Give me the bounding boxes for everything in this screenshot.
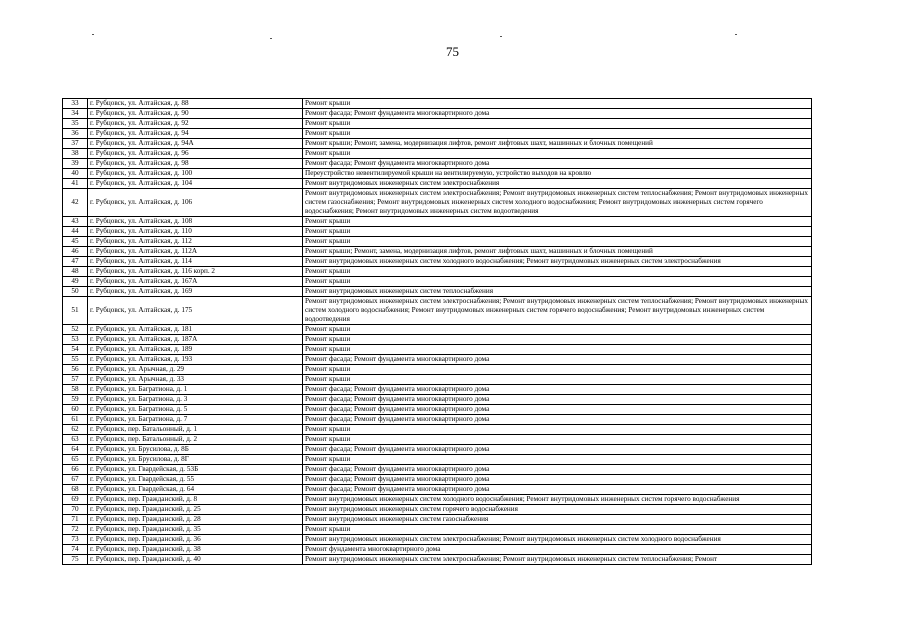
row-number: 45 — [63, 237, 88, 247]
row-number: 69 — [63, 495, 88, 505]
row-number: 35 — [63, 119, 88, 129]
row-works: Ремонт фасада; Ремонт фундамента многоквартирного дома — [303, 415, 812, 425]
table-row — [63, 345, 812, 355]
table-row — [63, 159, 812, 169]
row-address: г. Рубцовск, ул. Алтайская, д. 110 — [88, 227, 303, 237]
table-row — [63, 385, 812, 395]
row-number: 57 — [63, 375, 88, 385]
table-row — [63, 515, 812, 525]
row-number: 59 — [63, 395, 88, 405]
row-works: Ремонт крыши — [303, 267, 812, 277]
row-number: 75 — [63, 555, 88, 565]
row-number: 60 — [63, 405, 88, 415]
row-works: Ремонт внутридомовых инженерных систем горячего водоснабжения — [303, 505, 812, 515]
row-works: Ремонт крыши — [303, 345, 812, 355]
row-address: г. Рубцовск, пер. Гражданский, д. 28 — [88, 515, 303, 525]
row-works: Ремонт крыши — [303, 375, 812, 385]
row-works: Ремонт внутридомовых инженерных систем холодного водоснабжения; Ремонт внутридомовых инженерных систем электроснабжения — [303, 257, 812, 267]
table-row — [63, 227, 812, 237]
row-number: 61 — [63, 415, 88, 425]
table-row — [63, 425, 812, 435]
row-works: Ремонт фасада; Ремонт фундамента многоквартирного дома — [303, 355, 812, 365]
row-works: Ремонт фасада; Ремонт фундамента многоквартирного дома — [303, 465, 812, 475]
row-works: Ремонт внутридомовых инженерных систем электроснабжения; Ремонт внутридомовых инженерных систем теплоснабжения; Ремонт внутридомовых инженерных систем газоснабжения; Ремонт внутридомовых инженерных систем холодного водоснабжения; Ремонт внутридомовых инженерных систем горячего водоснабжения; Ремонт внутридомовых инженерных систем водоотведения — [303, 189, 812, 217]
table-row — [63, 355, 812, 365]
row-address: г. Рубцовск, ул. Алтайская, д. 90 — [88, 109, 303, 119]
row-number: 74 — [63, 545, 88, 555]
row-address: г. Рубцовск, ул. Алтайская, д. 94 — [88, 129, 303, 139]
row-address: г. Рубцовск, ул. Арычная, д. 33 — [88, 375, 303, 385]
row-works: Ремонт крыши — [303, 149, 812, 159]
table-row — [63, 257, 812, 267]
works-table — [62, 98, 812, 565]
table-row — [63, 247, 812, 257]
row-address: г. Рубцовск, ул. Алтайская, д. 94А — [88, 139, 303, 149]
table-row — [63, 267, 812, 277]
table-row — [63, 535, 812, 545]
table-row — [63, 465, 812, 475]
row-number: 64 — [63, 445, 88, 455]
scan-speck — [92, 34, 94, 35]
row-address: г. Рубцовск, ул. Алтайская, д. 187А — [88, 335, 303, 345]
row-number: 39 — [63, 159, 88, 169]
row-works: Ремонт фасада; Ремонт фундамента многоквартирного дома — [303, 485, 812, 495]
row-works: Ремонт фасада; Ремонт фундамента многоквартирного дома — [303, 405, 812, 415]
row-works: Ремонт крыши — [303, 129, 812, 139]
row-works: Ремонт крыши — [303, 325, 812, 335]
row-number: 42 — [63, 189, 88, 217]
row-works: Переустройство невентилируемой крыши на вентилируемую, устройство выходов на кровлю — [303, 169, 812, 179]
table-row — [63, 109, 812, 119]
row-works: Ремонт внутридомовых инженерных систем электроснабжения; Ремонт внутридомовых инженерных систем теплоснабжения; Ремонт внутридомовых инженерных систем холодного водоснабжения; Ремонт внутридомовых инженерных систем горячего водоснабжения; Ремонт внутридомовых инженерных систем водоотведения — [303, 297, 812, 325]
row-works: Ремонт внутридомовых инженерных систем электроснабжения — [303, 179, 812, 189]
row-address: г. Рубцовск, ул. Алтайская, д. 112 — [88, 237, 303, 247]
row-address: г. Рубцовск, ул. Багратиона, д. 3 — [88, 395, 303, 405]
row-number: 67 — [63, 475, 88, 485]
table-row — [63, 169, 812, 179]
row-number: 73 — [63, 535, 88, 545]
row-address: г. Рубцовск, ул. Брусилова, д. 8Г — [88, 455, 303, 465]
row-number: 68 — [63, 485, 88, 495]
table-row — [63, 445, 812, 455]
row-address: г. Рубцовск, ул. Алтайская, д. 98 — [88, 159, 303, 169]
row-number: 52 — [63, 325, 88, 335]
row-number: 46 — [63, 247, 88, 257]
row-number: 56 — [63, 365, 88, 375]
row-number: 70 — [63, 505, 88, 515]
row-works: Ремонт крыши — [303, 119, 812, 129]
row-address: г. Рубцовск, ул. Алтайская, д. 181 — [88, 325, 303, 335]
row-address: г. Рубцовск, ул. Алтайская, д. 106 — [88, 189, 303, 217]
row-works: Ремонт крыши — [303, 227, 812, 237]
table-row — [63, 217, 812, 227]
row-works: Ремонт внутридомовых инженерных систем газоснабжения — [303, 515, 812, 525]
row-address: г. Рубцовск, ул. Багратиона, д. 7 — [88, 415, 303, 425]
row-works: Ремонт крыши; Ремонт, замена, модернизация лифтов, ремонт лифтовых шахт, машинных и блочных помещений — [303, 247, 812, 257]
row-address: г. Рубцовск, пер. Гражданский, д. 25 — [88, 505, 303, 515]
row-address: г. Рубцовск, ул. Алтайская, д. 169 — [88, 287, 303, 297]
row-address: г. Рубцовск, пер. Гражданский, д. 35 — [88, 525, 303, 535]
row-works: Ремонт крыши — [303, 525, 812, 535]
row-number: 38 — [63, 149, 88, 159]
row-number: 41 — [63, 179, 88, 189]
row-address: г. Рубцовск, пер. Батальонный, д. 2 — [88, 435, 303, 445]
row-address: г. Рубцовск, ул. Алтайская, д. 92 — [88, 119, 303, 129]
row-works: Ремонт крыши — [303, 335, 812, 345]
table-row — [63, 277, 812, 287]
row-address: г. Рубцовск, ул. Алтайская, д. 104 — [88, 179, 303, 189]
row-works: Ремонт крыши — [303, 277, 812, 287]
row-address: г. Рубцовск, ул. Арычная, д. 29 — [88, 365, 303, 375]
table-row — [63, 505, 812, 515]
row-address: г. Рубцовск, ул. Алтайская, д. 88 — [88, 99, 303, 109]
row-works: Ремонт фундамента многоквартирного дома — [303, 545, 812, 555]
row-works: Ремонт крыши — [303, 237, 812, 247]
row-number: 71 — [63, 515, 88, 525]
row-works: Ремонт крыши — [303, 99, 812, 109]
row-works: Ремонт крыши — [303, 435, 812, 445]
row-number: 34 — [63, 109, 88, 119]
row-number: 62 — [63, 425, 88, 435]
scan-speck — [270, 38, 272, 39]
row-works: Ремонт крыши — [303, 365, 812, 375]
table-row — [63, 119, 812, 129]
row-address: г. Рубцовск, пер. Батальонный, д. 1 — [88, 425, 303, 435]
row-address: г. Рубцовск, ул. Алтайская, д. 114 — [88, 257, 303, 267]
row-number: 44 — [63, 227, 88, 237]
table-row — [63, 237, 812, 247]
row-works: Ремонт внутридомовых инженерных систем теплоснабжения — [303, 287, 812, 297]
row-address: г. Рубцовск, ул. Гвардейская, д. 64 — [88, 485, 303, 495]
table-row — [63, 375, 812, 385]
table-row — [63, 149, 812, 159]
works-table-body — [63, 99, 812, 565]
table-row — [63, 415, 812, 425]
row-works: Ремонт внутридомовых инженерных систем электроснабжения; Ремонт внутридомовых инженерных систем холодного водоснабжения — [303, 535, 812, 545]
row-address: г. Рубцовск, ул. Алтайская, д. 112А — [88, 247, 303, 257]
row-address: г. Рубцовск, ул. Гвардейская, д. 53Б — [88, 465, 303, 475]
row-number: 58 — [63, 385, 88, 395]
row-works: Ремонт фасада; Ремонт фундамента многоквартирного дома — [303, 475, 812, 485]
row-address: г. Рубцовск, ул. Брусилова, д. 8Б — [88, 445, 303, 455]
row-number: 33 — [63, 99, 88, 109]
table-row — [63, 495, 812, 505]
row-number: 36 — [63, 129, 88, 139]
row-number: 51 — [63, 297, 88, 325]
row-number: 53 — [63, 335, 88, 345]
row-number: 63 — [63, 435, 88, 445]
table-row — [63, 325, 812, 335]
row-works: Ремонт фасада; Ремонт фундамента многоквартирного дома — [303, 159, 812, 169]
row-number: 48 — [63, 267, 88, 277]
page-number: 75 — [446, 44, 459, 59]
row-works: Ремонт внутридомовых инженерных систем электроснабжения; Ремонт внутридомовых инженерных систем теплоснабжения; Ремонт — [303, 555, 812, 565]
row-number: 72 — [63, 525, 88, 535]
row-address: г. Рубцовск, пер. Гражданский, д. 8 — [88, 495, 303, 505]
row-number: 43 — [63, 217, 88, 227]
row-works: Ремонт фасада; Ремонт фундамента многоквартирного дома — [303, 385, 812, 395]
table-row — [63, 555, 812, 565]
row-address: г. Рубцовск, ул. Алтайская, д. 108 — [88, 217, 303, 227]
row-number: 55 — [63, 355, 88, 365]
table-row — [63, 287, 812, 297]
table-row — [63, 455, 812, 465]
table-row — [63, 189, 812, 217]
row-number: 65 — [63, 455, 88, 465]
table-row — [63, 335, 812, 345]
row-address: г. Рубцовск, ул. Алтайская, д. 189 — [88, 345, 303, 355]
row-works: Ремонт внутридомовых инженерных систем холодного водоснабжения; Ремонт внутридомовых инженерных систем горячего водоснабжения — [303, 495, 812, 505]
row-works: Ремонт фасада; Ремонт фундамента многоквартирного дома — [303, 109, 812, 119]
row-address: г. Рубцовск, ул. Алтайская, д. 175 — [88, 297, 303, 325]
row-address: г. Рубцовск, ул. Алтайская, д. 167А — [88, 277, 303, 287]
table-row — [63, 99, 812, 109]
table-row — [63, 365, 812, 375]
scan-speck — [500, 36, 502, 37]
scan-speck — [735, 34, 737, 35]
table-row — [63, 545, 812, 555]
row-number: 47 — [63, 257, 88, 267]
row-works: Ремонт крыши — [303, 217, 812, 227]
row-number: 49 — [63, 277, 88, 287]
row-number: 50 — [63, 287, 88, 297]
table-row — [63, 435, 812, 445]
row-number: 66 — [63, 465, 88, 475]
row-address: г. Рубцовск, ул. Алтайская, д. 100 — [88, 169, 303, 179]
row-address: г. Рубцовск, пер. Гражданский, д. 38 — [88, 545, 303, 555]
row-address: г. Рубцовск, ул. Багратиона, д. 5 — [88, 405, 303, 415]
row-address: г. Рубцовск, ул. Багратиона, д. 1 — [88, 385, 303, 395]
table-row — [63, 297, 812, 325]
row-number: 40 — [63, 169, 88, 179]
row-works: Ремонт крыши; Ремонт, замена, модернизация лифтов, ремонт лифтовых шахт, машинных и блочных помещений — [303, 139, 812, 149]
row-works: Ремонт фасада; Ремонт фундамента многоквартирного дома — [303, 395, 812, 405]
row-address: г. Рубцовск, ул. Алтайская, д. 96 — [88, 149, 303, 159]
table-row — [63, 525, 812, 535]
row-works: Ремонт крыши — [303, 455, 812, 465]
table-row — [63, 129, 812, 139]
row-address: г. Рубцовск, ул. Гвардейская, д. 55 — [88, 475, 303, 485]
row-address: г. Рубцовск, пер. Гражданский, д. 36 — [88, 535, 303, 545]
row-number: 54 — [63, 345, 88, 355]
table-row — [63, 179, 812, 189]
table-row — [63, 475, 812, 485]
table-row — [63, 395, 812, 405]
row-address: г. Рубцовск, пер. Гражданский, д. 40 — [88, 555, 303, 565]
row-address: г. Рубцовск, ул. Алтайская, д. 193 — [88, 355, 303, 365]
row-works: Ремонт фасада; Ремонт фундамента многоквартирного дома — [303, 445, 812, 455]
table-row — [63, 139, 812, 149]
row-works: Ремонт крыши — [303, 425, 812, 435]
row-address: г. Рубцовск, ул. Алтайская, д. 116 корп. 2 — [88, 267, 303, 277]
table-row — [63, 405, 812, 415]
row-number: 37 — [63, 139, 88, 149]
table-row — [63, 485, 812, 495]
